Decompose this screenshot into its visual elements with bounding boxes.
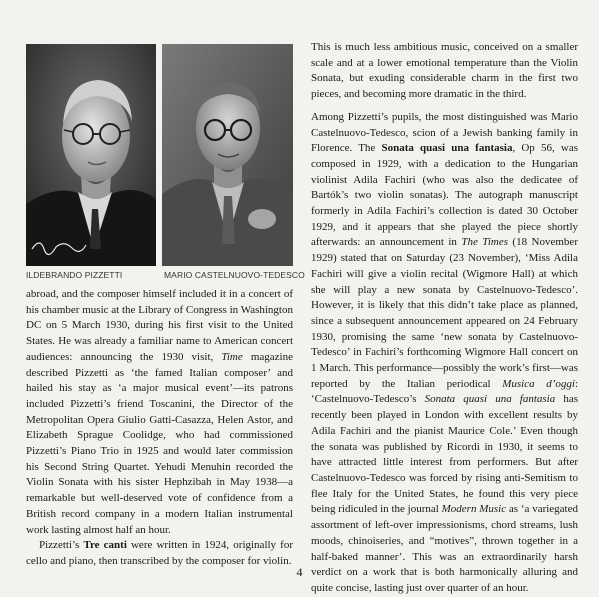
text-run: Among Pizzetti’s pupils, the most distinguished was Mario Castelnuovo-Tedesco, scion of a Jewish banking family in Florence. The	[311, 110, 578, 155]
italic-title-the-times: The Times	[461, 236, 508, 249]
bold-work-title-tre-canti: Tre canti	[83, 539, 127, 552]
text-run: , Op 56, was composed in 1929, with a dedication to the Hungarian violinist Adila Fachiri (who was also the dedicatee of Bartók’s two violin sonatas). The autograph manuscript formerly in Adila Fachiri’s collection is dated 30 October 1929, and it appears that she played the piece shortly afterwards: an announcement in	[311, 142, 578, 249]
text-run: abroad, and the composer himself included it in a concert of his chamber music at the Library of Congress in Washington DC on 5 March 1930, during his first visit to the United States. He was already a familiar name to American concert audiences: announcing the 1930 visit,	[26, 288, 293, 363]
italic-title-musica-doggi: Musica d’oggi	[502, 377, 575, 390]
italic-title-modern-music: Modern Music	[441, 503, 507, 516]
castelnuovo-tedesco-caption: MARIO CASTELNUOVO-TEDESCO	[164, 270, 305, 280]
castelnuovo-tedesco-portrait-image	[162, 44, 293, 266]
castelnuovo-tedesco-photo	[162, 44, 293, 266]
text-run: Pizzetti’s	[39, 539, 84, 552]
pizzetti-caption: ILDEBRANDO PIZZETTI	[26, 270, 123, 280]
pizzetti-photo	[26, 44, 156, 266]
italic-work-title-sonata: Sonata quasi una fantasia	[424, 393, 556, 406]
paragraph-pizzetti-america	[26, 287, 293, 538]
right-text-column	[311, 40, 578, 597]
left-text-column	[26, 287, 293, 570]
text-run: : ‘Castelnuovo-Tedesco’s	[311, 377, 578, 406]
text-run: as ‘a variegated assortment of left-over impressionisms, chord streams, lush moods, chinoiseries, and “motives”, thrown together in a half-baked manner’. This was an extraordinarily harsh verdict on a work that is both harmonically alluring and quite concise, lasting just over quarter of an hour.	[311, 503, 578, 594]
text-run: were written in 1924, originally for cello and piano, then transcribed by the composer for violin.	[26, 539, 293, 567]
text-run: magazine described Pizzetti as ‘the famed Italian composer’ and hailed his stay as ‘a major musical event’—its patrons included Pizzetti’s friend Toscanini, the Director of the Metropolitan Opera Giulio Gatti-Casazza, Helen Astor, and Elizabeth Sprague Coolidge, who had commissioned Pizzetti’s Piano Trio in 1925 and would later commission his Second String Quartet. Yehudi Menuhin recorded the Violin Sonata with his sister Hephzibah in May 1938—a remarkable but well-deserved vote of confidence from a British record company in a modern Italian instrumental work lasting almost half an hour.	[26, 350, 293, 536]
bold-work-title-sonata: Sonata quasi una fantasia	[381, 142, 513, 155]
pizzetti-portrait-image	[26, 44, 156, 266]
page-number: 4	[296, 565, 303, 579]
paragraph-castelnuovo-tedesco	[311, 110, 578, 597]
text-run: has recently been played in London with excellent results by Adila Fachiri and the pianist Maurice Cole.’ Even though the sonata was published by Ricordi in 1930, it seems to have attracted little interest from performers. But after Castelnuovo-Tedesco was forced by rising anti-Semitism to flee Italy for the United States, he found this very piece being ridiculed in the journal	[311, 393, 578, 516]
paragraph-tre-canti-continued: This is much less ambitious music, conceived on a smaller scale and at a lower emotional temperature than the Violin Sonata, but exuding considerable charm in the first two pieces, and becoming more dramatic in the third.	[311, 41, 578, 101]
text-run: (18 November 1929) stated that on Saturday (23 November), ‘Miss Adila Fachiri will give a violin recital (Wigmore Hall) at which she will play a new sonata by Castelnuovo-Tedesco’. However, it is likely that this didn’t take place as planned, since a subsequent announcement appeared on 24 February 1930, promising the same ‘new sonata by Castelnuovo-Tedesco’ in Fachiri’s forthcoming Wigmore Hall concert on 1 March. This performance—possibly the work’s first—was reported by the Italian periodical	[311, 236, 578, 390]
italic-title-time-magazine: Time	[221, 350, 243, 363]
